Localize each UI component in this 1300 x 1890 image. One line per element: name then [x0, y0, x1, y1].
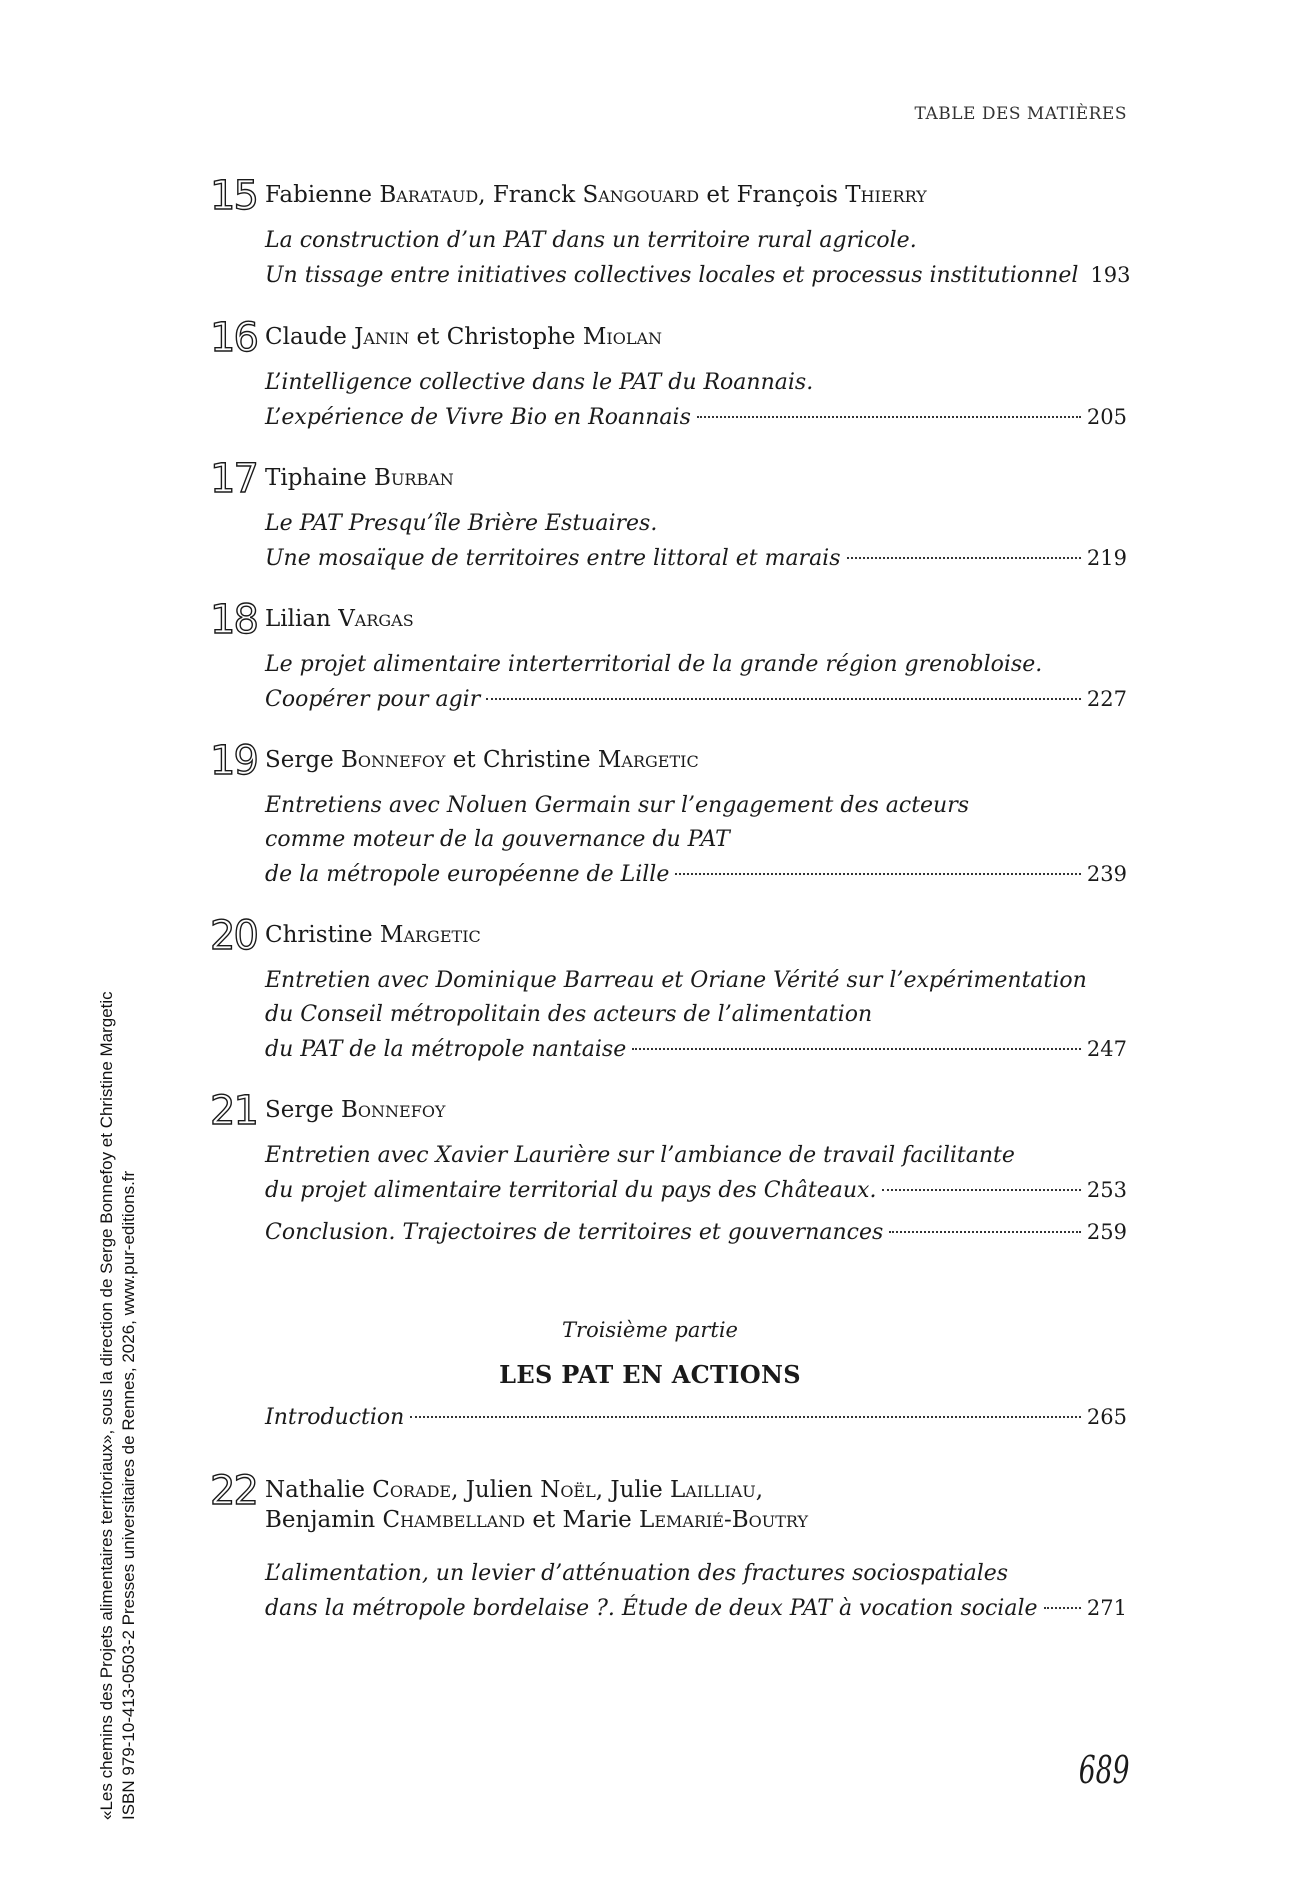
chapter-page-number: 219 [1086, 546, 1127, 570]
chapter-title-text: L’alimentation, un levier d’atténuation des fractures sociospatiales [265, 1561, 1009, 1586]
chapter-title-text: Une mosaïque de territoires entre littoral et marais [265, 546, 841, 571]
author-text: Christine [265, 922, 380, 948]
chapter-title-line [265, 789, 1127, 823]
chapter-title-line [265, 964, 1127, 998]
chapter-number: 17 [210, 456, 257, 502]
author-text: Claude [265, 324, 355, 350]
author-text: et Marie [525, 1507, 640, 1533]
chapter-title-text: Entretiens avec Noluen Germain sur l’engagement des acteurs [265, 793, 970, 818]
chapter-number: 20 [210, 913, 257, 959]
chapter-title-text: comme moteur de la gouvernance du PAT [265, 827, 730, 852]
chapter-number: 19 [210, 738, 257, 784]
chapter-title-text: du projet alimentaire territorial du pays des Châteaux. [265, 1178, 877, 1203]
chapter-title-text: dans la métropole bordelaise ?. Étude de deux PAT à vocation sociale [265, 1596, 1038, 1621]
author-surname: Margetic [597, 747, 699, 773]
dot-leader [882, 1189, 1080, 1191]
chapter-title-line [265, 857, 1127, 892]
author-text: et François [699, 182, 846, 208]
part-title: LES PAT EN ACTIONS [499, 1360, 801, 1389]
page-number: 689 [1079, 1748, 1130, 1792]
chapter-title-text: Entretien avec Dominique Barreau et Oriane Vérité sur l’expérimentation [265, 968, 1087, 993]
author-surname: Sangouard [582, 182, 700, 208]
chapter-page-number: 227 [1086, 687, 1127, 711]
chapter-title-line [265, 1032, 1127, 1067]
chapter-title-line [265, 682, 1127, 717]
author-surname: Bonnefoy [341, 747, 446, 773]
author-text: , [755, 1477, 764, 1503]
author-text: Nathalie [265, 1477, 373, 1503]
chapter-title-line [265, 648, 1127, 682]
chapter-page-number: 205 [1086, 405, 1127, 429]
author-text: et Christophe [409, 324, 583, 350]
dot-leader [889, 1231, 1081, 1233]
chapter-title-text: du PAT de la métropole nantaise [265, 1037, 627, 1062]
chapter-page-number: 259 [1086, 1220, 1127, 1244]
chapter-title-line [265, 1173, 1127, 1208]
chapter-number: 18 [210, 597, 257, 643]
chapter-authors [265, 1475, 808, 1535]
author-surname: Noël [540, 1477, 596, 1503]
chapter-title-text: La construction d’un PAT dans un territoire rural agricole. [265, 228, 917, 253]
author-surname: Burban [374, 465, 454, 491]
dot-leader [1044, 1607, 1081, 1609]
chapter-authors [265, 745, 699, 775]
chapter-title-line [265, 507, 1127, 541]
part-label: Troisième partie [562, 1318, 738, 1342]
author-surname: Lemarié-Boutry [639, 1507, 809, 1533]
chapter-title-text: Coopérer pour agir [265, 687, 481, 712]
author-surname: Thierry [845, 182, 927, 208]
author-surname: Margetic [379, 922, 481, 948]
chapter-title-line [265, 1215, 1127, 1250]
dot-leader [486, 698, 1081, 700]
chapter-title-line [265, 1591, 1127, 1626]
chapter-title-line [265, 224, 1127, 258]
author-text: , Julien [451, 1477, 541, 1503]
author-surname: Bonnefoy [341, 1097, 446, 1123]
chapter-title-line [265, 823, 1127, 857]
author-text: Lilian [265, 606, 339, 632]
chapter-title-text: Entretien avec Xavier Laurière sur l’ambiance de travail facilitante [265, 1143, 1015, 1168]
side-credit-line-2: ISBN 979-10-413-0503-2 Presses universitaires de Rennes, 2026, www.pur-editions.fr [119, 1170, 138, 1820]
running-header: TABLE DES MATIÈRES [914, 104, 1127, 124]
author-text: et Christine [445, 747, 598, 773]
chapter-page-number: 193 [1090, 263, 1131, 287]
author-surname: Lailliau [670, 1477, 756, 1503]
chapter-authors [265, 604, 414, 634]
dot-leader [675, 873, 1081, 875]
dot-leader [697, 416, 1081, 418]
side-credit [96, 820, 146, 1820]
chapter-number: 21 [210, 1088, 257, 1134]
chapter-title-text: Le PAT Presqu’île Brière Estuaires. [265, 511, 658, 536]
chapter-title-text: Un tissage entre initiatives collectives locales et processus institutionnel [265, 263, 1079, 288]
author-text: Tiphaine [265, 465, 375, 491]
chapter-page-number: 239 [1086, 862, 1127, 886]
dot-leader [847, 557, 1081, 559]
chapter-title-line [265, 541, 1127, 576]
chapter-title-line [265, 1400, 1127, 1435]
dot-leader [410, 1416, 1081, 1418]
chapter-title-line [265, 366, 1127, 400]
chapter-page-number: 265 [1086, 1405, 1127, 1429]
chapter-title-line [265, 1139, 1127, 1173]
author-surname: Janin [354, 324, 410, 350]
author-surname: Corade [372, 1477, 452, 1503]
author-text: , Franck [478, 182, 583, 208]
author-surname: Miolan [582, 324, 662, 350]
chapter-number: 16 [210, 315, 257, 361]
author-text: Benjamin [265, 1507, 383, 1533]
chapter-number: 22 [210, 1468, 257, 1514]
chapter-title-text: Conclusion. Trajectoires de territoires et gouvernances [265, 1220, 884, 1245]
chapter-title-text: L’intelligence collective dans le PAT du Roannais. [265, 370, 814, 395]
chapter-title-text: de la métropole européenne de Lille [265, 862, 670, 887]
dot-leader [632, 1048, 1081, 1050]
chapter-page-number: 271 [1086, 1596, 1127, 1620]
chapter-authors [265, 920, 481, 950]
author-text: Serge [265, 747, 342, 773]
chapter-page-number: 253 [1086, 1178, 1127, 1202]
chapter-title-text: L’expérience de Vivre Bio en Roannais [265, 405, 691, 430]
chapter-title-line [265, 400, 1127, 435]
side-credit-line-1: «Les chemins des Projets alimentaires territoriaux», sous la direction de Serge Bonnefoy et Christine Margetic [97, 991, 116, 1820]
author-text: Serge [265, 1097, 342, 1123]
chapter-title-text: Le projet alimentaire interterritorial de la grande région grenobloise. [265, 652, 1043, 677]
author-text: , Julie [595, 1477, 671, 1503]
chapter-authors [265, 463, 454, 493]
chapter-title-line [265, 998, 1127, 1032]
chapter-authors [265, 180, 927, 210]
author-surname: Chambelland [382, 1507, 526, 1533]
chapter-authors [265, 322, 662, 352]
chapter-title-text: Introduction [265, 1405, 405, 1430]
author-text: Fabienne [265, 182, 380, 208]
chapter-title-line [265, 1557, 1127, 1591]
author-surname: Vargas [338, 606, 414, 632]
chapter-title-line [265, 258, 1131, 293]
chapter-title-text: du Conseil métropolitain des acteurs de l’alimentation [265, 1002, 873, 1027]
chapter-page-number: 247 [1086, 1037, 1127, 1061]
chapter-number: 15 [210, 173, 257, 219]
author-surname: Barataud [379, 182, 479, 208]
chapter-authors [265, 1095, 446, 1125]
